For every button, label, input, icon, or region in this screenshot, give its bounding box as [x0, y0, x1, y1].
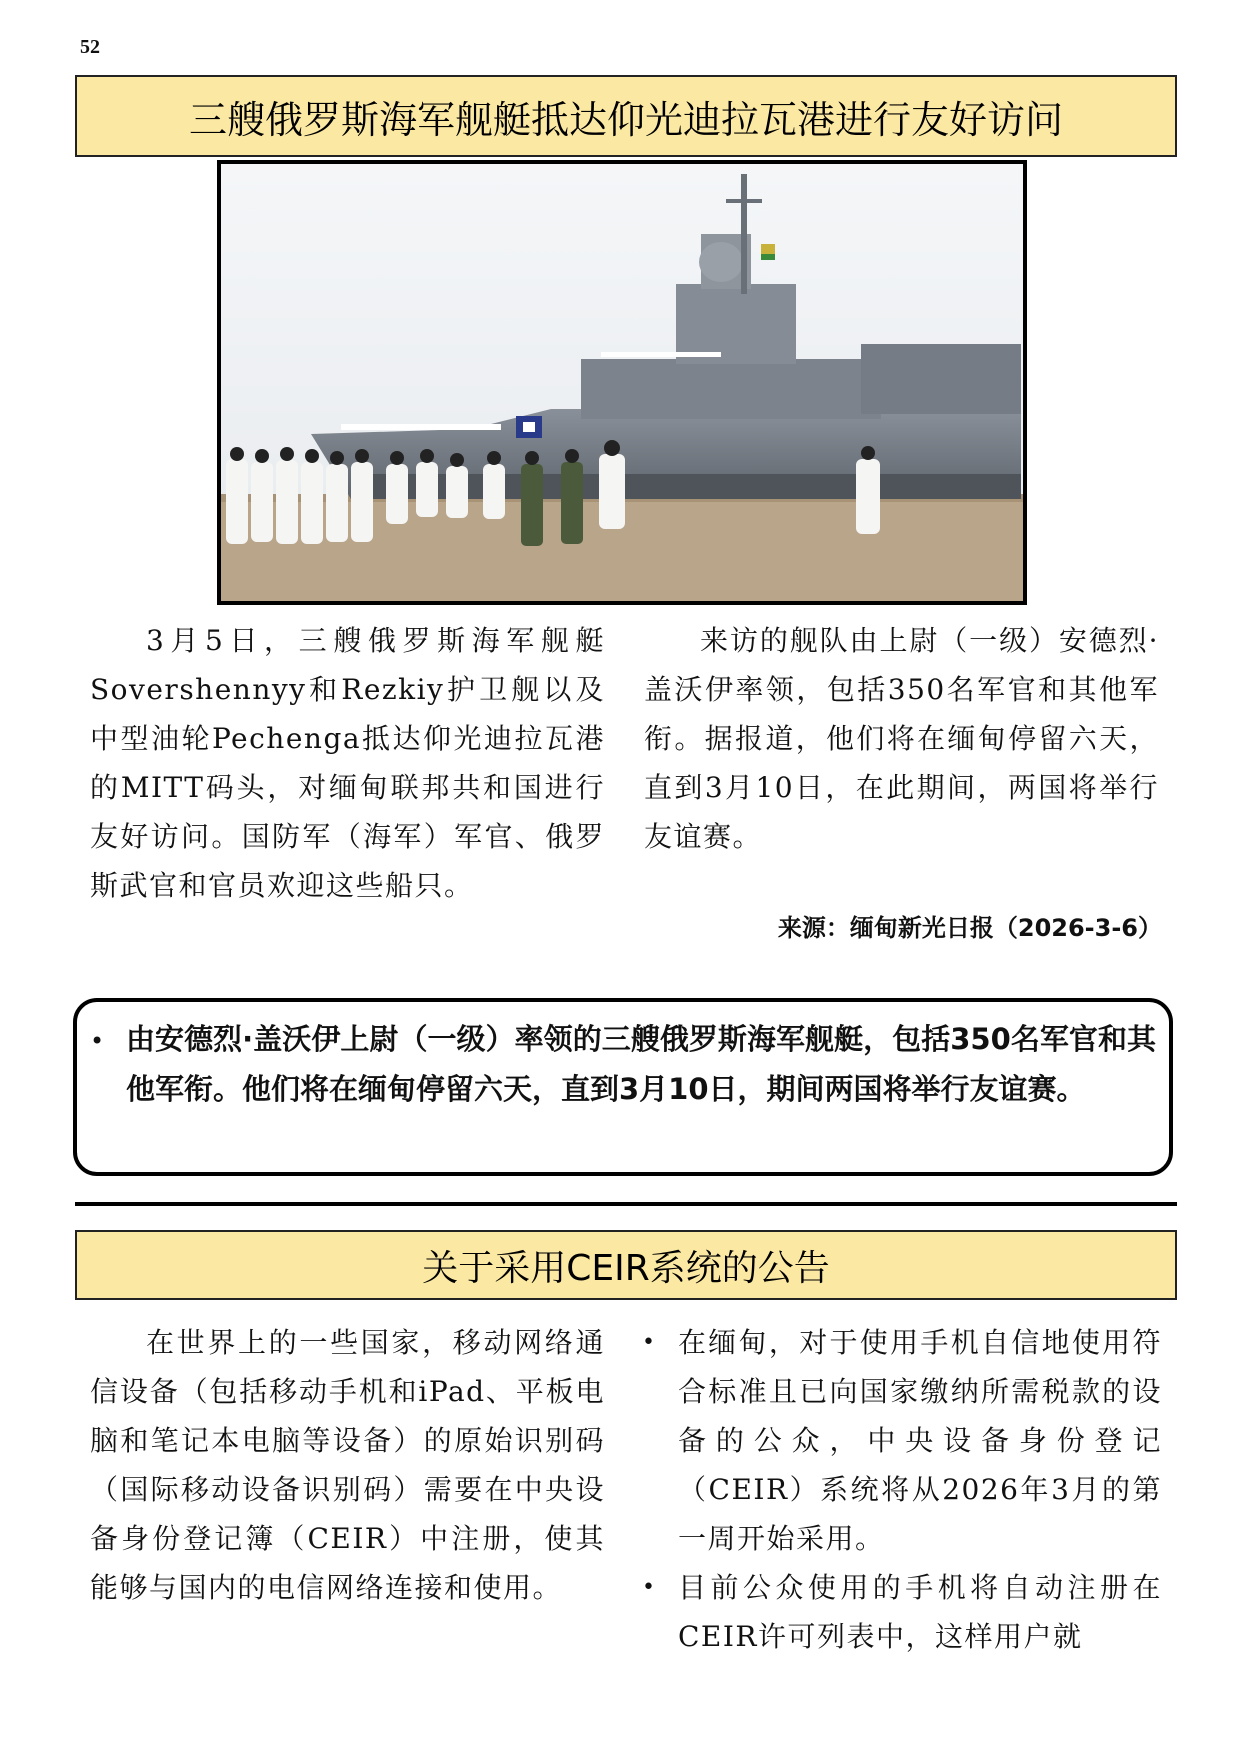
- article2-paragraph-left: 在世界上的一些国家，移动网络通信设备（包括移动手机和iPad、平板电脑和笔记本电脑等设备）的原始识别码（国际移动设备识别码）需要在中央设备身份登记簿（CEIR）中注册，使其能够与国内的电信网络连接和使用。: [90, 1326, 605, 1604]
- article1-right-column: [644, 616, 1159, 861]
- article1-title: 三艘俄罗斯海军舰艇抵达仰光迪拉瓦港进行友好访问: [75, 75, 1177, 157]
- article1-paragraph-right: 来访的舰队由上尉（一级）安德烈·盖沃伊率领，包括350名军官和其他军衔。据报道，他们将在缅甸停留六天，直到3月10日，在此期间，两国将举行友谊赛。: [644, 624, 1159, 853]
- section-divider: [75, 1202, 1177, 1206]
- page-number: 52: [80, 36, 100, 58]
- article2-title: 关于采用CEIR系统的公告: [75, 1230, 1177, 1300]
- summary-bullet: •: [90, 1027, 105, 1055]
- bullet-mark: •: [642, 1575, 657, 1600]
- article1-source: 来源：缅甸新光日报（2026-3-6）: [777, 914, 1162, 942]
- bullet-text: 在缅甸，对于使用手机自信地使用符合标准且已向国家缴纳所需税款的设备的公众，中央设备身份登记（CEIR）系统将从2026年3月的第一周开始采用。: [678, 1326, 1162, 1555]
- article2-bullet-list: [642, 1318, 1162, 1661]
- article1-left-column: [90, 616, 605, 910]
- bullet-mark: •: [642, 1330, 657, 1355]
- article2-left-column: [90, 1318, 605, 1612]
- article1-paragraph-left: 3月5日，三艘俄罗斯海军舰艇Sovershennyy和Rezkiy护卫舰以及中型油轮Pechenga抵达仰光迪拉瓦港的MITT码头，对缅甸联邦共和国进行友好访问。国防军（海军）军官、俄罗斯武官和官员欢迎这些船只。: [90, 624, 605, 902]
- list-item: [642, 1318, 1162, 1563]
- list-item: [642, 1563, 1162, 1661]
- article1-photo: [217, 160, 1027, 605]
- bullet-text: 目前公众使用的手机将自动注册在CEIR许可列表中，这样用户就: [678, 1571, 1162, 1653]
- summary-text: 由安德烈·盖沃伊上尉（一级）率领的三艘俄罗斯海军舰艇，包括350名军官和其他军衔。他们将在缅甸停留六天，直到3月10日，期间两国将举行友谊赛。: [126, 1022, 1156, 1106]
